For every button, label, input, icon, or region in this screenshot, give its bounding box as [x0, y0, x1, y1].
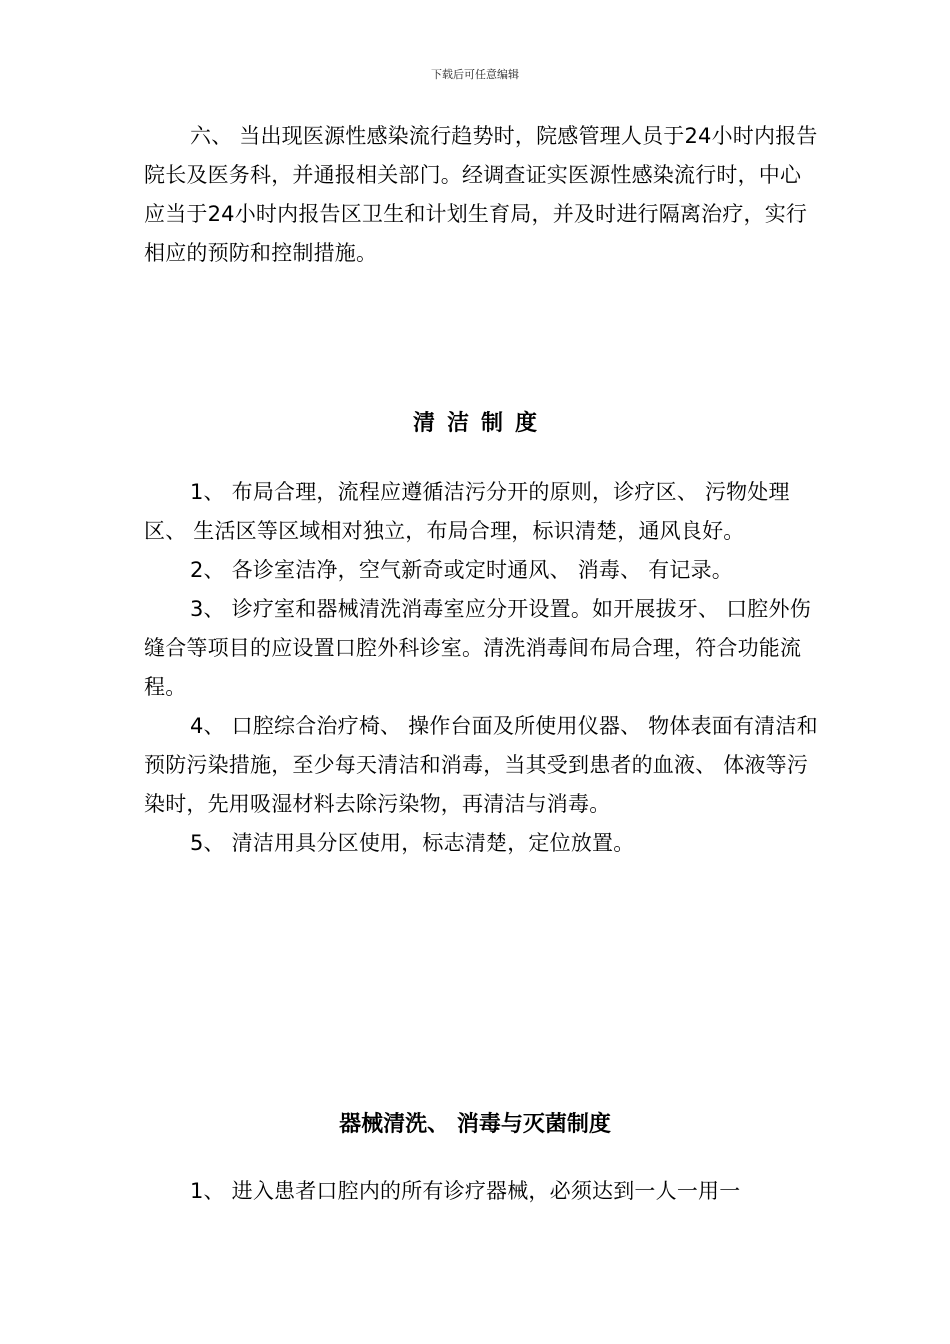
- cleaning-list: [144, 473, 819, 863]
- sterilization-list: [144, 1172, 819, 1211]
- list-item: 4、 口腔综合治疗椅、 操作台面及所使用仪器、 物体表面有清洁和预防污染措施，至少每天清洁和消毒，当其受到患者的血液、 体液等污染时，先用吸湿材料去除污染物，再清洁与消毒。: [144, 714, 818, 816]
- section-intro: [144, 117, 819, 273]
- page-header-note: 下载后可任意编辑: [431, 68, 519, 81]
- list-item: 1、 进入患者口腔内的所有诊疗器械，必须达到一人一用一: [190, 1179, 741, 1203]
- cleaning-title: 清洁制度: [412, 411, 549, 436]
- list-item: 5、 清洁用具分区使用，标志清楚，定位放置。: [190, 831, 635, 855]
- list-item: 2、 各诊室洁净，空气新奇或定时通风、 消毒、 有记录。: [190, 558, 733, 582]
- list-item: 3、 诊疗室和器械清洗消毒室应分开设置。如开展拔牙、 口腔外伤缝合等项目的应设置口腔外科诊室。清洗消毒间布局合理，符合功能流程。: [144, 597, 811, 699]
- intro-paragraph: 六、 当出现医源性感染流行趋势时，院感管理人员于24小时内报告院长及医务科，并通报相关部门。经调查证实医源性感染流行时，中心应当于24小时内报告区卫生和计划生育局，并及时进行隔离治疗，实行相应的预防和控制措施。: [144, 124, 818, 265]
- sterilization-title: 器械清洗、 消毒与灭菌制度: [339, 1112, 611, 1137]
- list-item: 1、 布局合理，流程应遵循洁污分开的原则，诊疗区、 污物处理区、 生活区等区域相对独立，布局合理，标识清楚，通风良好。: [144, 480, 790, 543]
